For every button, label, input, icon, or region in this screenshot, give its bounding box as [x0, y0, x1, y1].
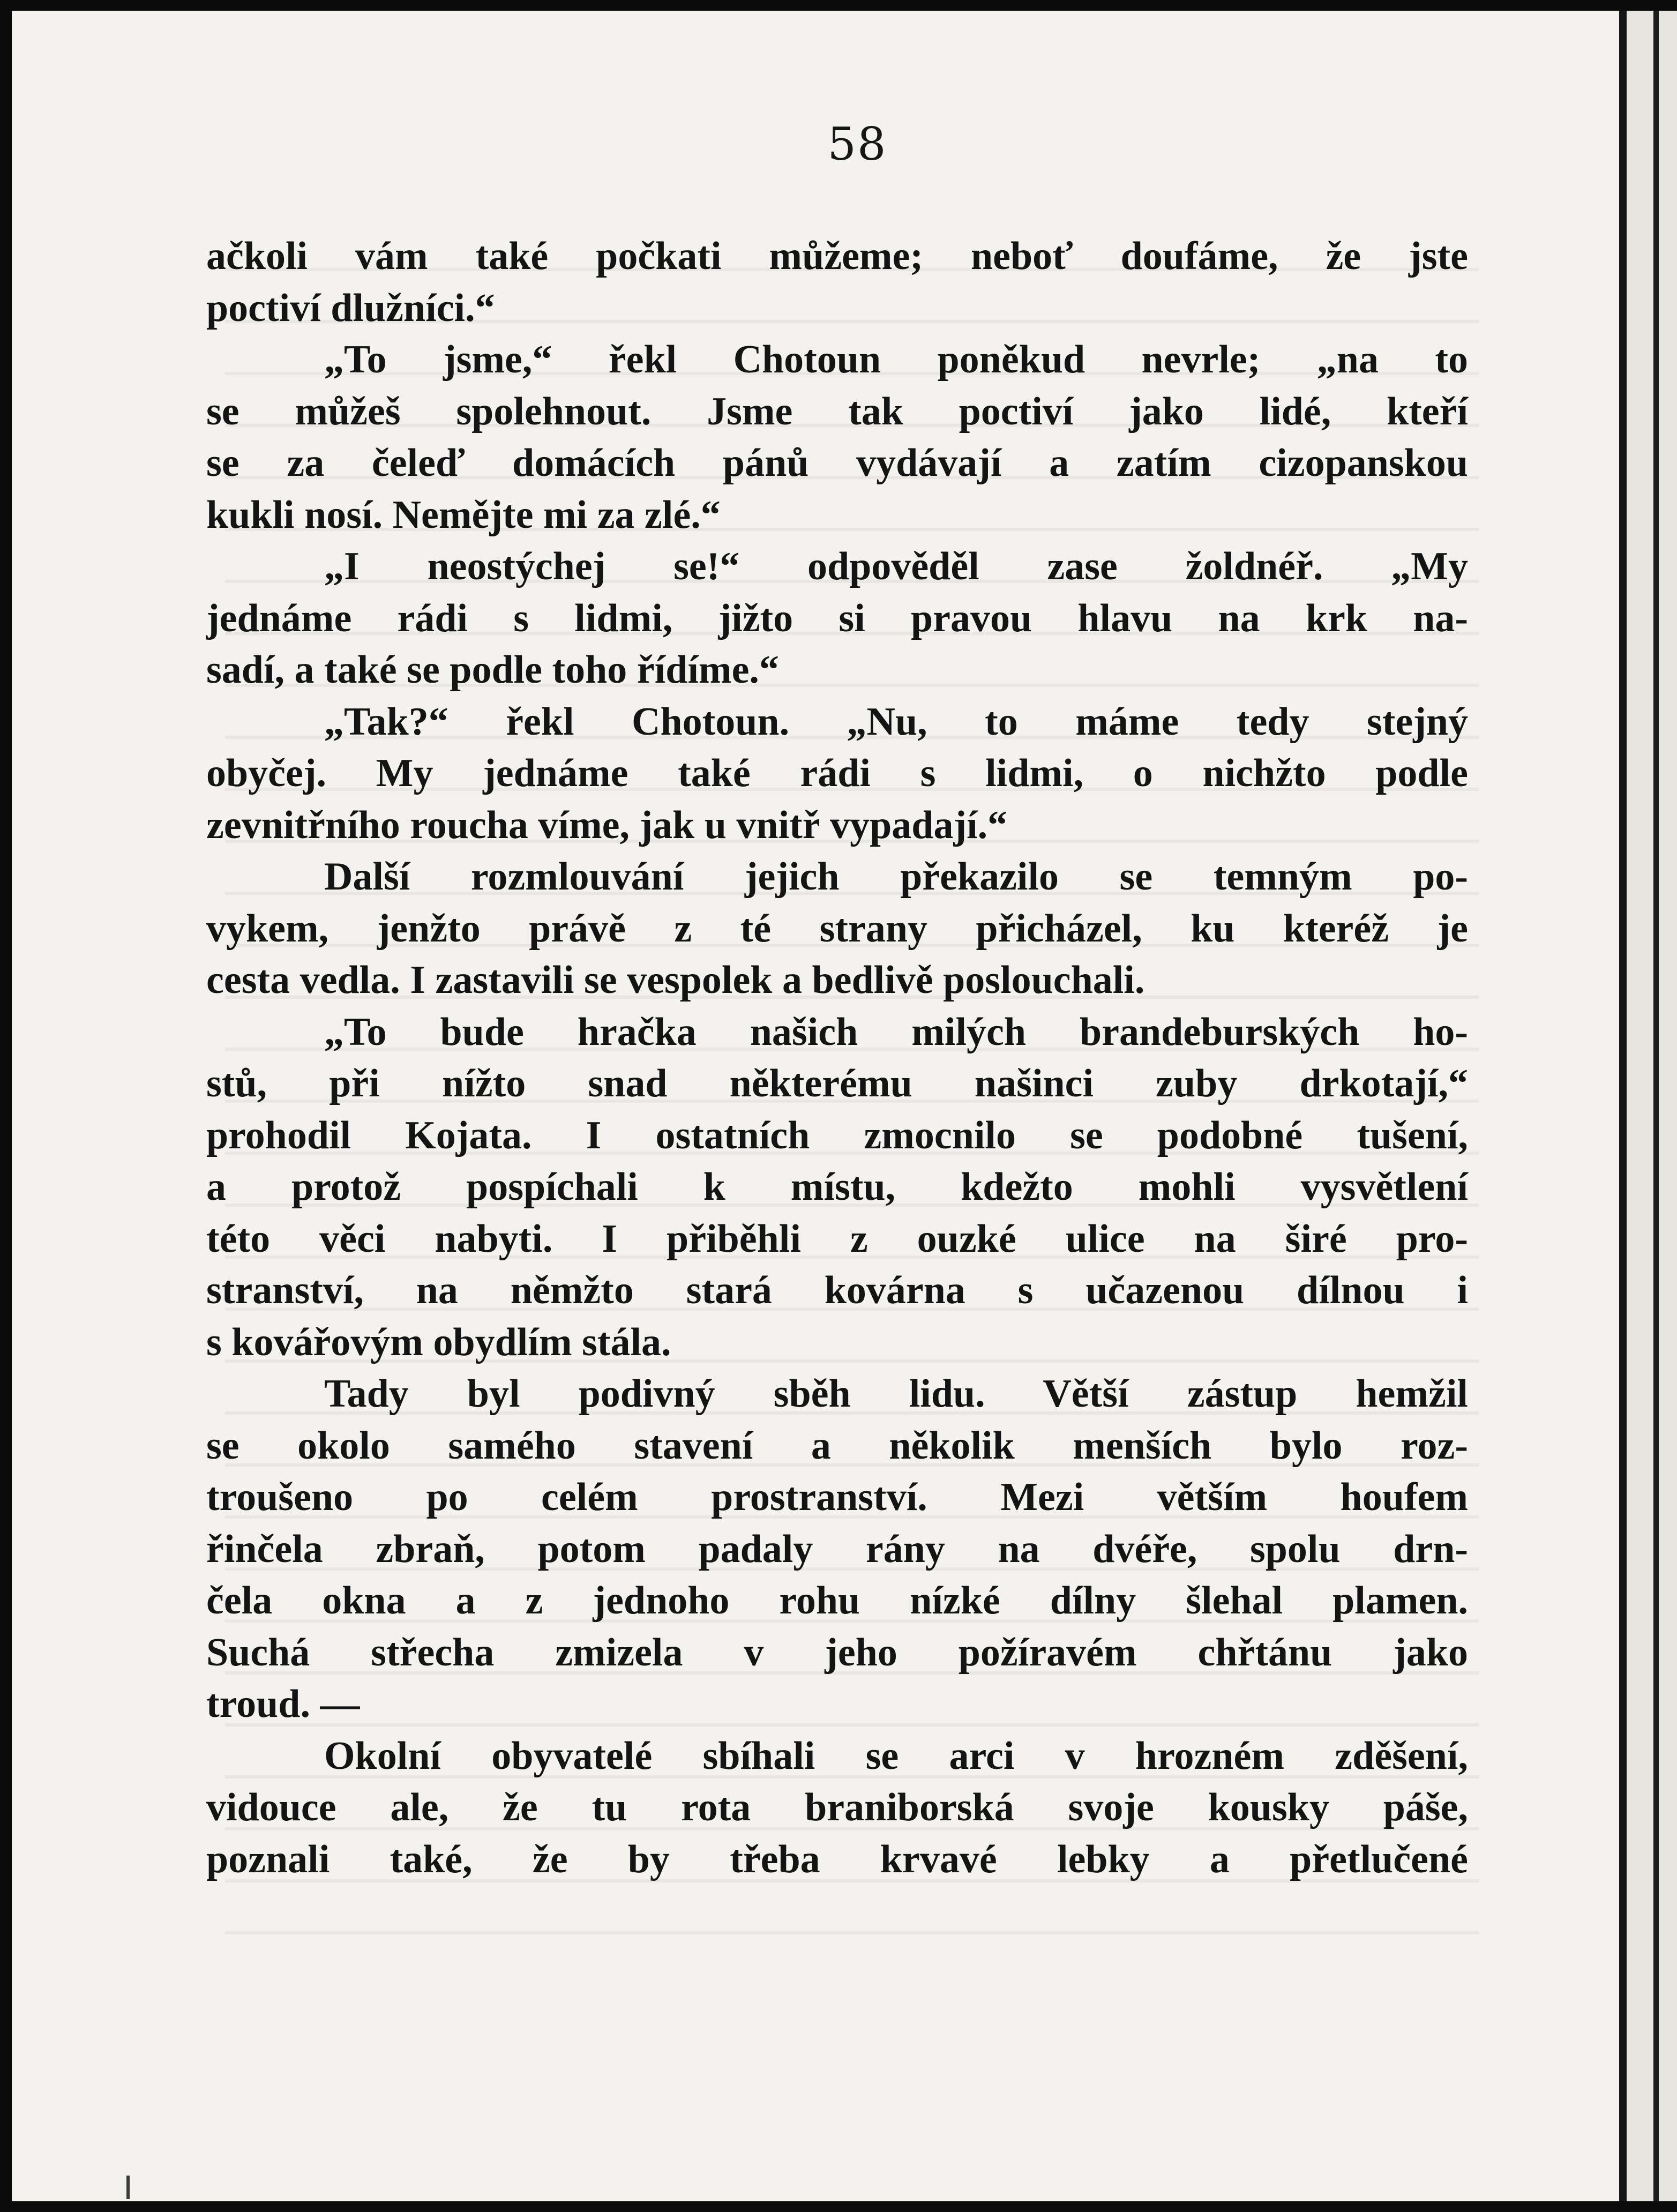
- text-line: vidouce ale, že tu rota braniborská svoje kousky páše,: [206, 1785, 1468, 1829]
- scan-artifact-mark: [126, 2176, 130, 2199]
- text-line: poctiví dlužníci.“: [206, 286, 495, 330]
- text-line: prohodil Kojata. I ostatních zmocnilo se podobné tušení,: [206, 1113, 1468, 1157]
- text-line: Další rozmlouvání jejich překazilo se temným po-: [324, 855, 1468, 899]
- text-line: obyčej. My jednáme také rádi s lidmi, o nichžto podle: [206, 751, 1468, 795]
- text-line: troud. —: [206, 1682, 360, 1726]
- text-line: zevnitřního roucha víme, jak u vnitř vypadají.“: [206, 803, 1008, 847]
- adjacent-page-edge: [1619, 11, 1677, 2201]
- page-number: 58: [827, 118, 887, 170]
- text-line: „I neostýchej se!“ odpověděl zase žoldnéř. „My: [324, 544, 1468, 588]
- text-line: Okolní obyvatelé sbíhali se arci v hrozném zděšení,: [324, 1733, 1468, 1778]
- text-line: „To jsme,“ řekl Chotoun poněkud nevrle; „na to: [324, 338, 1468, 382]
- text-line: „Tak?“ řekl Chotoun. „Nu, to máme tedy stejný: [324, 699, 1468, 744]
- text-line: troušeno po celém prostranství. Mezi větším houfem: [206, 1475, 1468, 1519]
- text-line: poznali také, že by třeba krvavé lebky a přetlučené: [206, 1837, 1468, 1881]
- text-line: čela okna a z jednoho rohu nízké dílny šlehal plamen.: [206, 1579, 1468, 1623]
- text-line: řinčela zbraň, potom padaly rány na dvéře, spolu drn-: [206, 1527, 1468, 1571]
- text-line: jednáme rádi s lidmi, jižto si pravou hlavu na krk na-: [206, 596, 1468, 640]
- text-line: sadí, a také se podle toho řídíme.“: [206, 648, 779, 692]
- text-line: „To bude hračka našich milých brandeburských ho-: [324, 1010, 1468, 1054]
- text-line: s kovářovým obydlím stála.: [206, 1320, 671, 1364]
- text-line: se za čeleď domácích pánů vydávají a zatím cizopanskou: [206, 441, 1468, 485]
- text-line: se okolo samého stavení a několik menších bylo roz-: [206, 1423, 1468, 1468]
- text-line: kukli nosí. Nemějte mi za zlé.“: [206, 492, 721, 537]
- body-text: [206, 230, 1468, 1885]
- text-line: a protož pospíchali k místu, kdežto mohli vysvětlení: [206, 1165, 1468, 1209]
- text-line: stů, při nížto snad některému našinci zuby drkotají,“: [206, 1062, 1468, 1105]
- page-gutter-shadow: [1653, 11, 1659, 2201]
- text-line: Tady byl podivný sběh lidu. Větší zástup hemžil: [324, 1372, 1468, 1416]
- text-line: Suchá střecha zmizela v jeho požíravém chřtánu jako: [206, 1630, 1468, 1675]
- text-line: vykem, jenžto právě z té strany přicházel, ku kteréž je: [206, 906, 1468, 951]
- text-line: se můžeš spolehnout. Jsme tak poctiví jako lidé, kteří: [206, 389, 1468, 434]
- text-line: stranství, na němžto stará kovárna s učazenou dílnou i: [206, 1268, 1468, 1312]
- text-line: této věci nabyti. I přiběhli z ouzké ulice na širé pro-: [206, 1216, 1468, 1261]
- text-line: cesta vedla. I zastavili se vespolek a bedlivě poslouchali.: [206, 958, 1145, 1002]
- text-line: ačkoli vám také počkati můžeme; neboť doufáme, že jste: [206, 234, 1468, 278]
